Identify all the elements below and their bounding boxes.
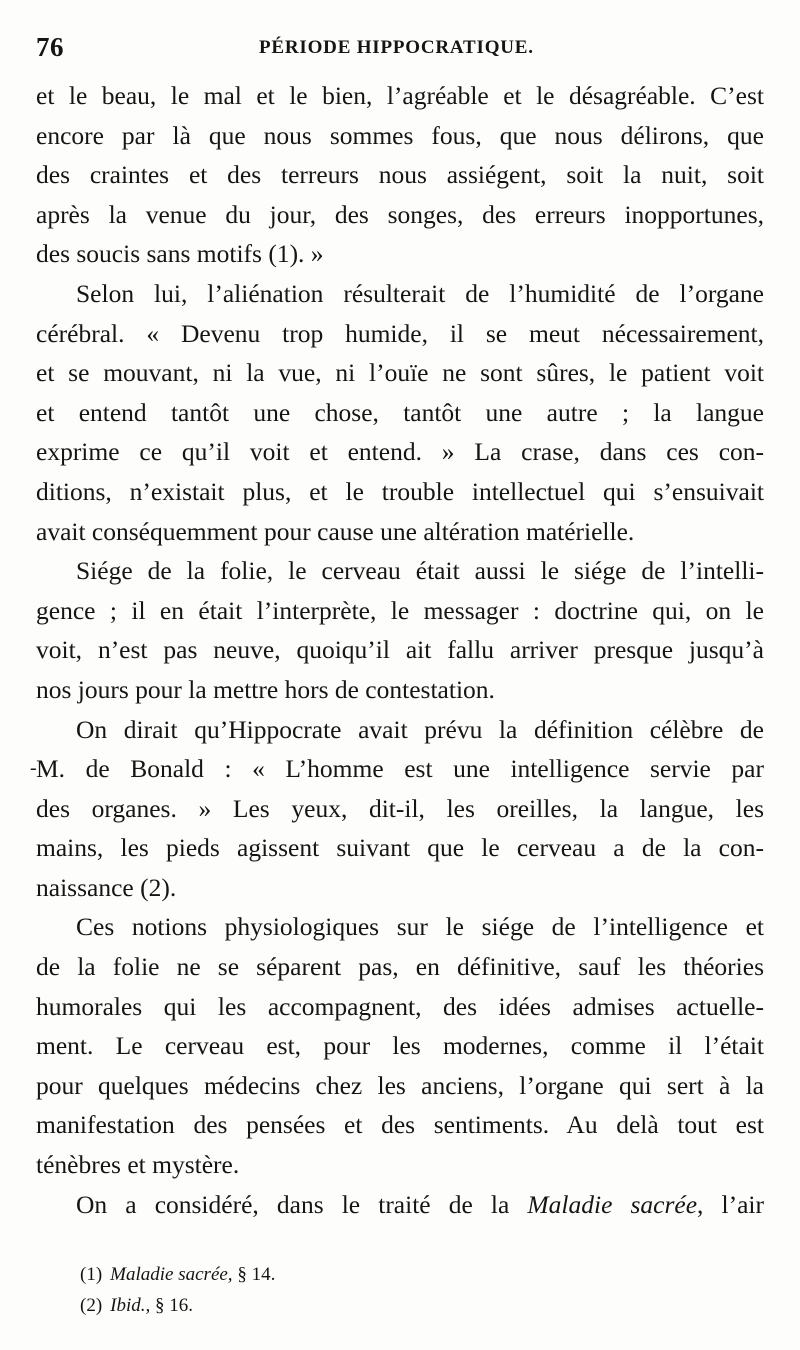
footnote — [80, 1259, 480, 1290]
text-line: Ces notions physiologiques sur le siége de l’intelligence et — [76, 912, 764, 942]
text-line: gence ; il en était l’interprète, le messager : doctrine qui, on le — [36, 595, 764, 625]
text-line: voit, n’est pas neuve, quoiqu’il ait fallu arriver presque jusqu’à — [36, 635, 764, 665]
text-line-marked — [30, 749, 764, 789]
margin-mark: - — [30, 757, 37, 780]
text-line: mains, les pieds agissent suivant que le cerveau a de la con- — [36, 833, 764, 863]
text-line: exprime ce qu’il voit et entend. » La crase, dans ces con- — [36, 437, 764, 467]
text-line: encore par là que nous sommes fous, que nous délirons, que — [36, 120, 764, 150]
footnote-number: (1) — [80, 1264, 103, 1285]
body-text — [30, 76, 764, 1224]
page-number: 76 — [36, 32, 64, 62]
footnote-title: Ibid., — [110, 1295, 151, 1316]
footnote-title: Maladie sacrée, — [110, 1264, 233, 1285]
text-line: ment. Le cerveau est, pour les modernes, comme il l’était — [36, 1031, 764, 1061]
footnotes — [80, 1259, 480, 1321]
text-line: et se mouvant, ni la vue, ni l’ouïe ne sont sûres, le patient voit — [36, 358, 764, 388]
text-line: et le beau, le mal et le bien, l’agréable et le désagréable. C’est — [36, 81, 764, 110]
text-line: de la folie ne se séparent pas, en définitive, sauf les théories — [36, 952, 764, 982]
running-head: PÉRIODE HIPPOCRATIQUE. — [259, 37, 534, 58]
text-line: Siége de la folie, le cerveau était aussi le siége de l’intelli- — [76, 556, 764, 586]
text-line: On a considéré, dans le traité de la Maladie sacrée, l’air — [76, 1189, 764, 1219]
text-line: On dirait qu’Hippocrate avait prévu la définition célèbre de — [76, 714, 764, 744]
text-line: ténèbres et mystère. — [36, 1150, 240, 1180]
text-line: Selon lui, l’aliénation résulterait de l’humidité de l’organe — [76, 278, 764, 308]
text-line: et entend tantôt une chose, tantôt une autre ; la langue — [36, 397, 764, 427]
text-line: cérébral. « Devenu trop humide, il se meut nécessairement, — [36, 318, 764, 348]
footnote — [80, 1290, 480, 1321]
text-line: pour quelques médecins chez les anciens, l’organe qui sert à la — [36, 1070, 764, 1100]
text-line: ditions, n’existait plus, et le trouble intellectuel qui s’ensuivait — [36, 476, 764, 506]
text-line: M. de Bonald : « L’homme est une intelligence servie par — [36, 754, 764, 784]
text-line: des organes. » Les yeux, dit-il, les oreilles, la langue, les — [36, 793, 764, 823]
footnote-ref: § 16. — [155, 1295, 194, 1316]
text-line: avait conséquemment pour cause une altération matérielle. — [36, 516, 635, 546]
text-line: humorales qui les accompagnent, des idées admises actuelle- — [36, 991, 764, 1021]
book-title: Maladie sacrée — [527, 1189, 698, 1219]
text-line: après la venue du jour, des songes, des erreurs inopportunes, — [36, 199, 764, 229]
footnote-number: (2) — [80, 1295, 103, 1316]
page-header — [36, 32, 756, 68]
text-line: manifestation des pensées et des sentiments. Au delà tout est — [36, 1110, 764, 1140]
text-line: des soucis sans motifs (1). » — [36, 239, 324, 269]
text-line: nos jours pour la mettre hors de contestation. — [36, 674, 495, 704]
text-line: naissance (2). — [36, 872, 177, 902]
text-line: des craintes et des terreurs nous assiégent, soit la nuit, soit — [36, 160, 764, 190]
footnote-ref: § 14. — [237, 1264, 276, 1285]
